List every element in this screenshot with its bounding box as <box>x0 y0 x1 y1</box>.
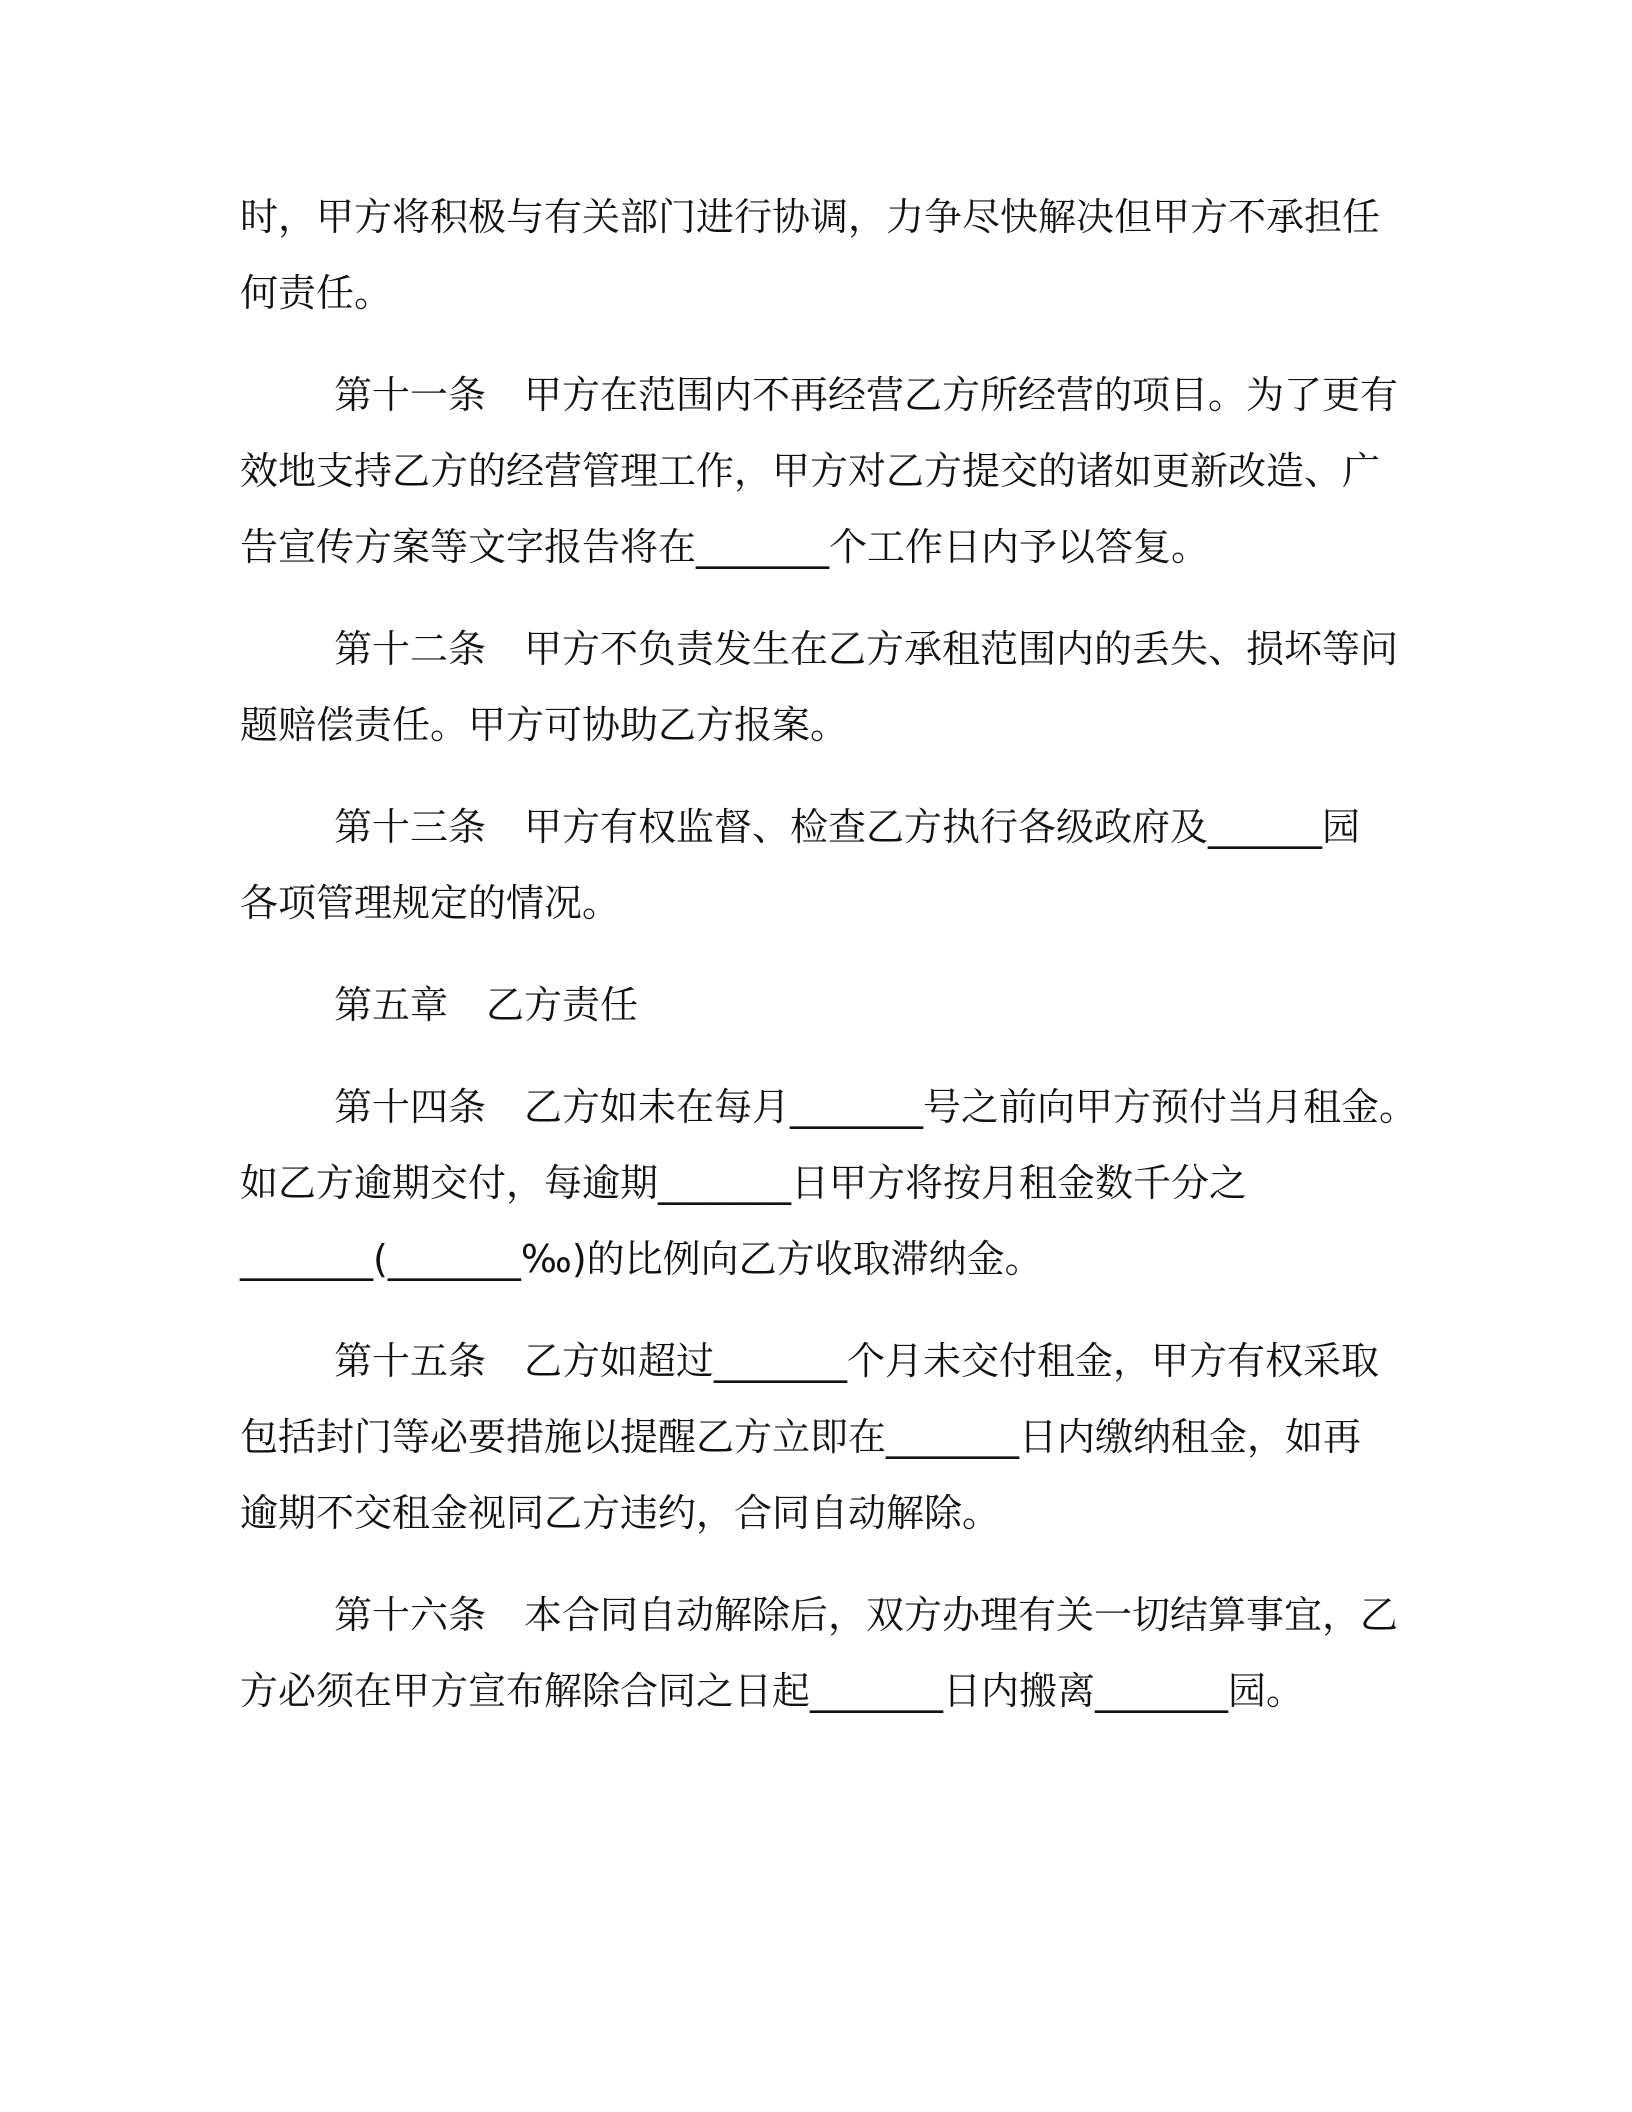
paragraph-line: 包括封门等必要措施以提醒乙方立即在_______日内缴纳租金，如再 <box>240 1415 1362 1459</box>
paragraph-line: 时，甲方将积极与有关部门进行协调，力争尽快解决但甲方不承担任 <box>240 195 1381 239</box>
paragraph-line: 告宣传方案等文字报告将在_______个工作日内予以答复。 <box>240 525 1210 569</box>
article-14-line: 第十四条 乙方如未在每月_______号之前向甲方预付当月租金。 <box>334 1085 1418 1129</box>
paragraph-line: 各项管理规定的情况。 <box>240 881 621 925</box>
paragraph-line: 效地支持乙方的经营管理工作，甲方对乙方提交的诸如更新改造、广 <box>240 449 1381 493</box>
article-12-line: 第十二条 甲方不负责发生在乙方承租范围内的丢失、损坏等问 <box>334 627 1399 671</box>
article-13-line: 第十三条 甲方有权监督、检查乙方执行各级政府及______园 <box>334 805 1361 849</box>
paragraph-line: _______(_______‰)的比例向乙方收取滞纳金。 <box>240 1237 1043 1281</box>
chapter-heading: 第五章 乙方责任 <box>334 983 639 1027</box>
paragraph-line: 何责任。 <box>240 271 393 315</box>
paragraph-line: 逾期不交租金视同乙方违约，合同自动解除。 <box>240 1491 1001 1535</box>
paragraph-line: 方必须在甲方宣布解除合同之日起_______日内搬离_______园。 <box>240 1669 1305 1713</box>
article-16-line: 第十六条 本合同自动解除后，双方办理有关一切结算事宜，乙 <box>334 1593 1399 1637</box>
paragraph-line: 题赔偿责任。甲方可协助乙方报案。 <box>240 703 849 747</box>
paragraph-line: 如乙方逾期交付，每逾期_______日甲方将按月租金数千分之 <box>240 1161 1248 1205</box>
article-15-line: 第十五条 乙方如超过_______个月未交付租金，甲方有权采取 <box>334 1339 1380 1383</box>
article-11-line: 第十一条 甲方在范围内不再经营乙方所经营的项目。为了更有 <box>334 373 1399 417</box>
